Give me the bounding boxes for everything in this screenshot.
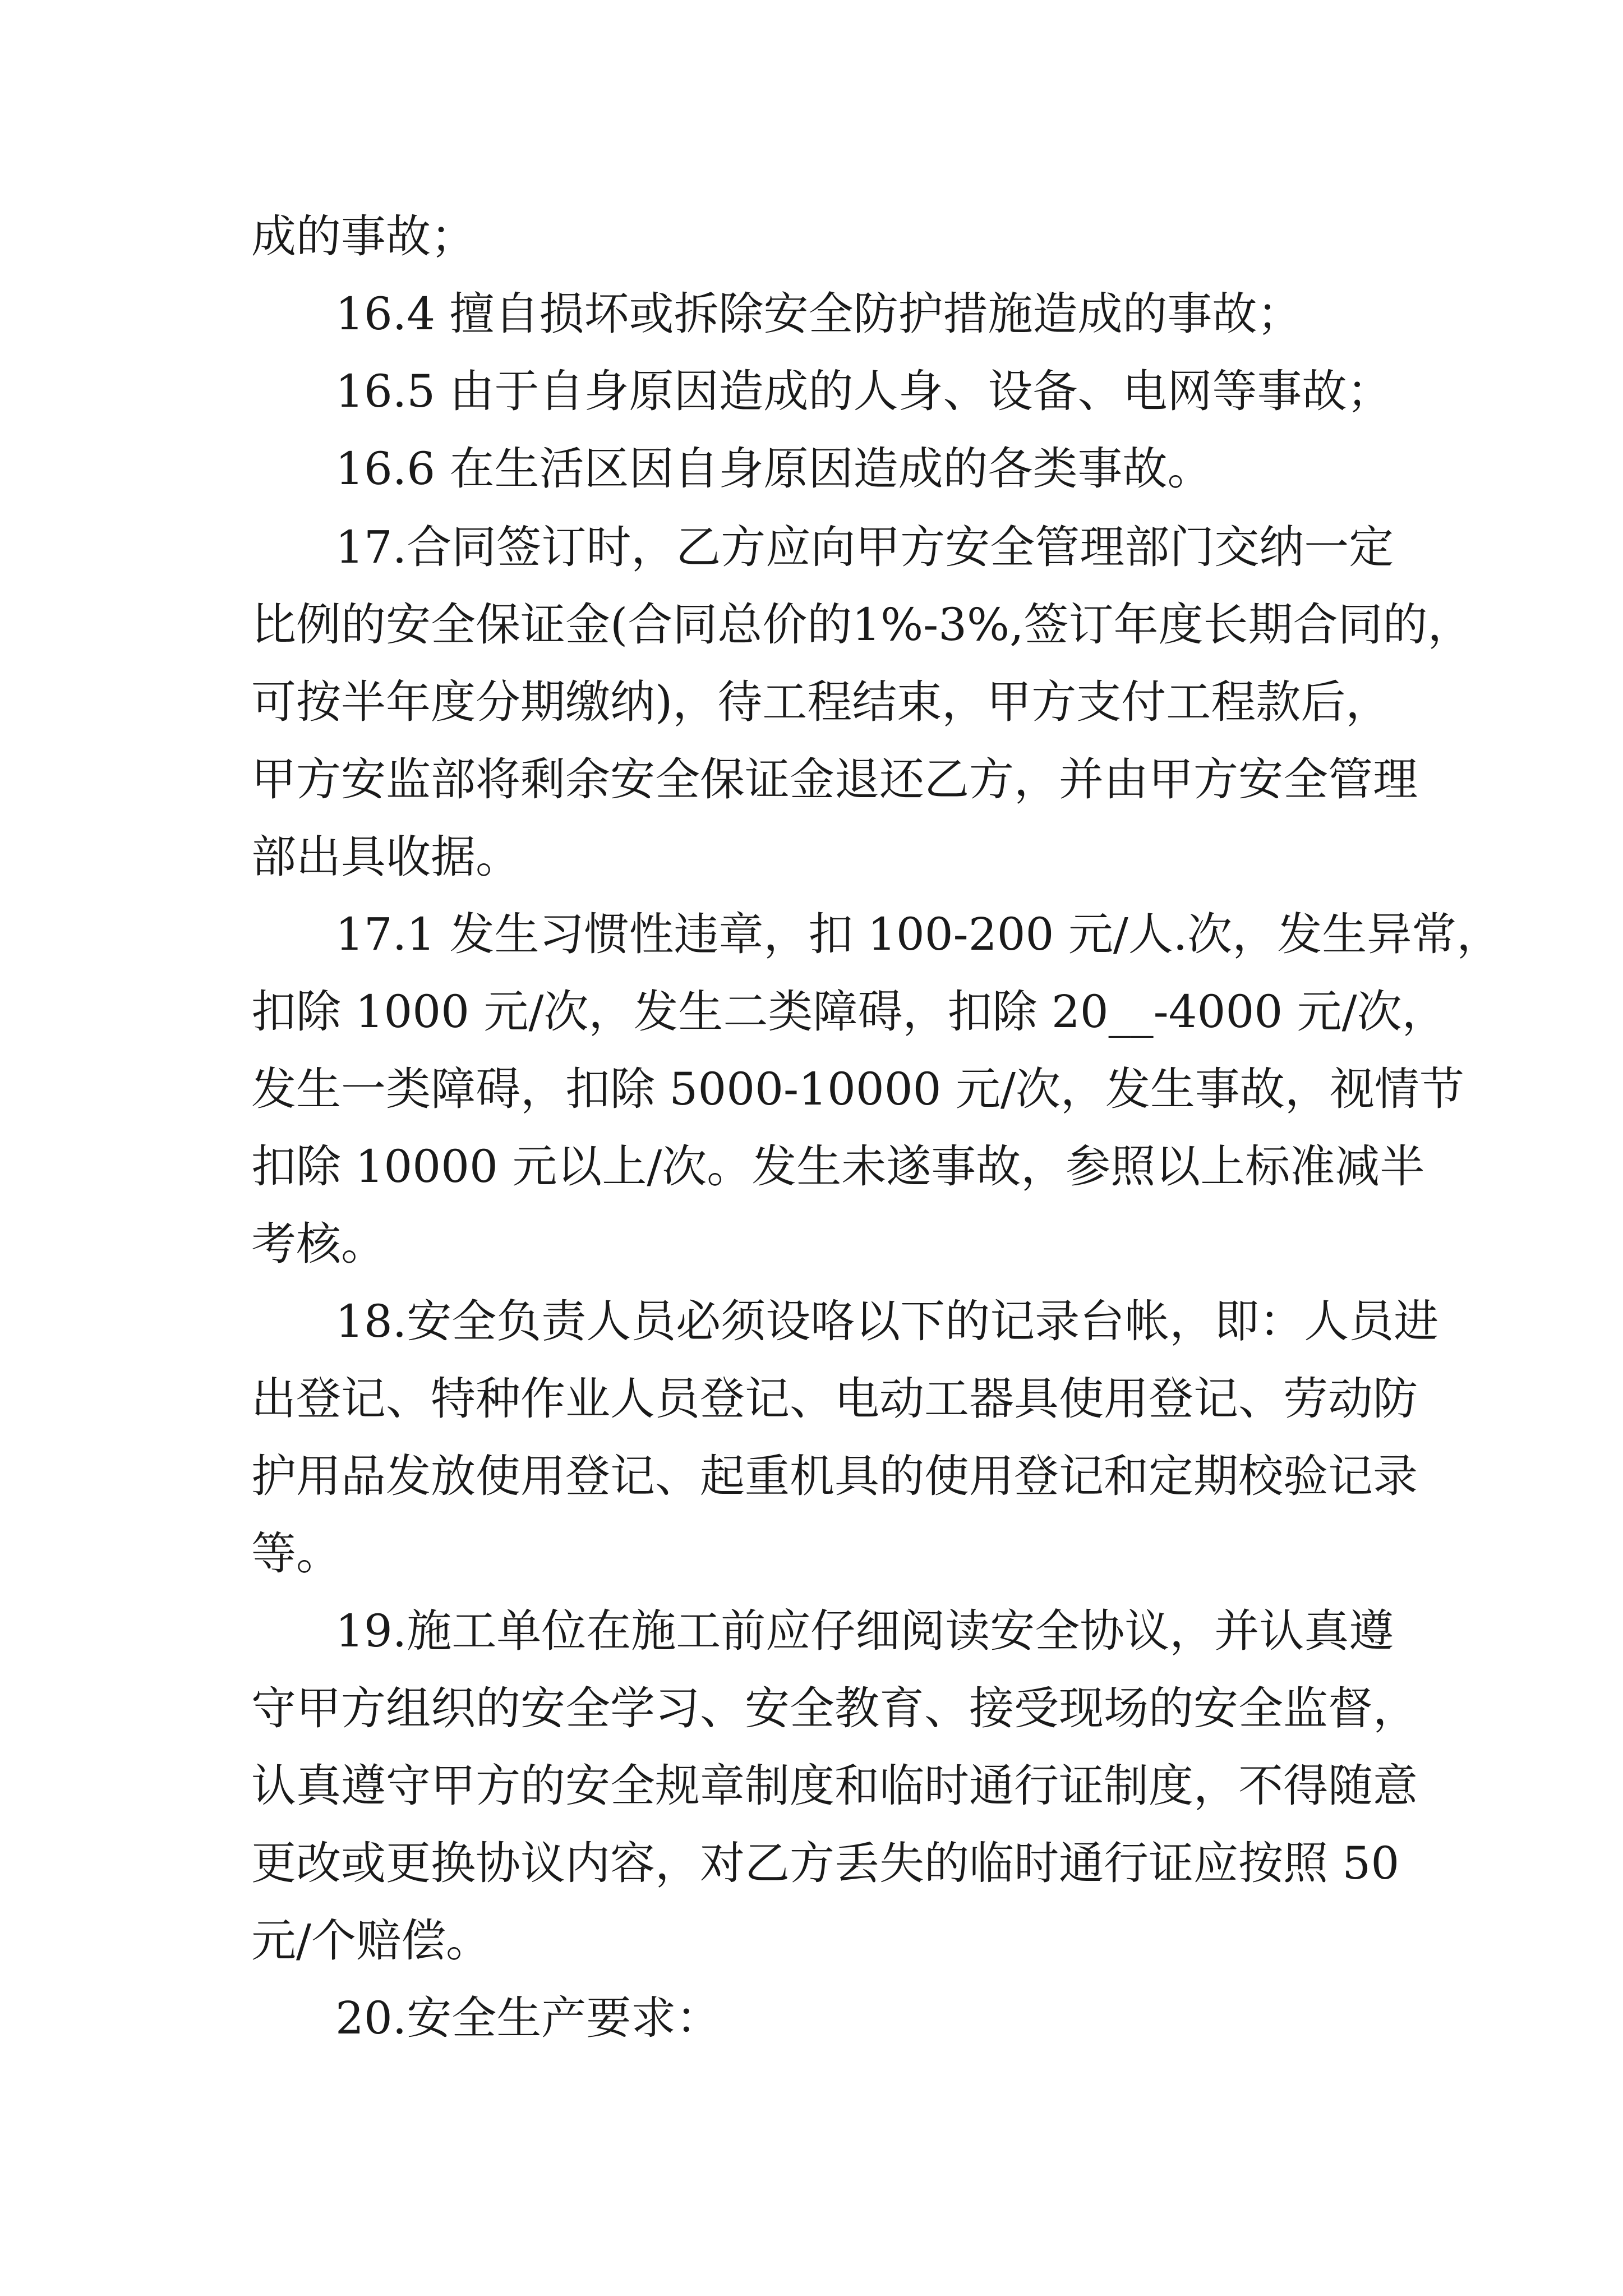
text-line: 18.安全负责人员必须设咯以下的记录台帐，即：人员进 (335, 1295, 1439, 1347)
text-line: 比例的安全保证金(合同总价的1%-3%,签订年度长期合同的， (251, 599, 1473, 651)
text-line: 19.施工单位在施工前应仔细阅读安全协议，并认真遵 (335, 1605, 1394, 1657)
text-line: 16.4 擅自损坏或拆除安全防护措施造成的事故； (335, 288, 1302, 340)
text-line: 考核。 (251, 1218, 386, 1270)
text-line: 出登记、特种作业人员登记、电动工器具使用登记、劳动防 (251, 1373, 1418, 1425)
text-line: 护用品发放使用登记、起重机具的使用登记和定期校验记录 (251, 1450, 1418, 1502)
text-line: 更改或更换协议内容，对乙方丢失的临时通行证应按照 50 (251, 1837, 1400, 1889)
text-line: 16.5 由于自身原因造成的人身、设备、电网等事故； (335, 365, 1392, 417)
text-line: 甲方安监部将剩余安全保证金退还乙方，并由甲方安全管理 (251, 753, 1418, 806)
text-line: 部出具收据。 (251, 831, 520, 883)
text-line: 守甲方组织的安全学习、安全教育、接受现场的安全监督， (251, 1682, 1418, 1734)
text-line: 20.安全生产要求： (335, 1992, 721, 2044)
text-line: 17.合同签订时，乙方应向甲方安全管理部门交纳一定 (335, 521, 1394, 573)
text-line: 17.1 发生习惯性违章，扣 100-200 元/人.次，发生异常， (335, 908, 1502, 960)
text-line: 可按半年度分期缴纳)，待工程结束，甲方支付工程款后， (251, 676, 1391, 728)
text-line: 16.6 在生活区因自身原因造成的各类事故。 (335, 443, 1212, 495)
text-line: 发生一类障碍，扣除 5000-10000 元/次，发生事故，视情节 (251, 1063, 1464, 1115)
text-line: 元/个赔偿。 (251, 1915, 491, 1967)
text-line: 认真遵守甲方的安全规章制度和临时通行证制度，不得随意 (251, 1760, 1418, 1812)
text-line: 成的事故； (251, 210, 476, 263)
text-line: 等。 (251, 1527, 341, 1580)
text-line: 扣除 1000 元/次，发生二类障碍，扣除 20__-4000 元/次， (251, 986, 1447, 1038)
text-line: 扣除 10000 元以上/次。发生未遂事故，参照以上标准减半 (251, 1140, 1425, 1193)
